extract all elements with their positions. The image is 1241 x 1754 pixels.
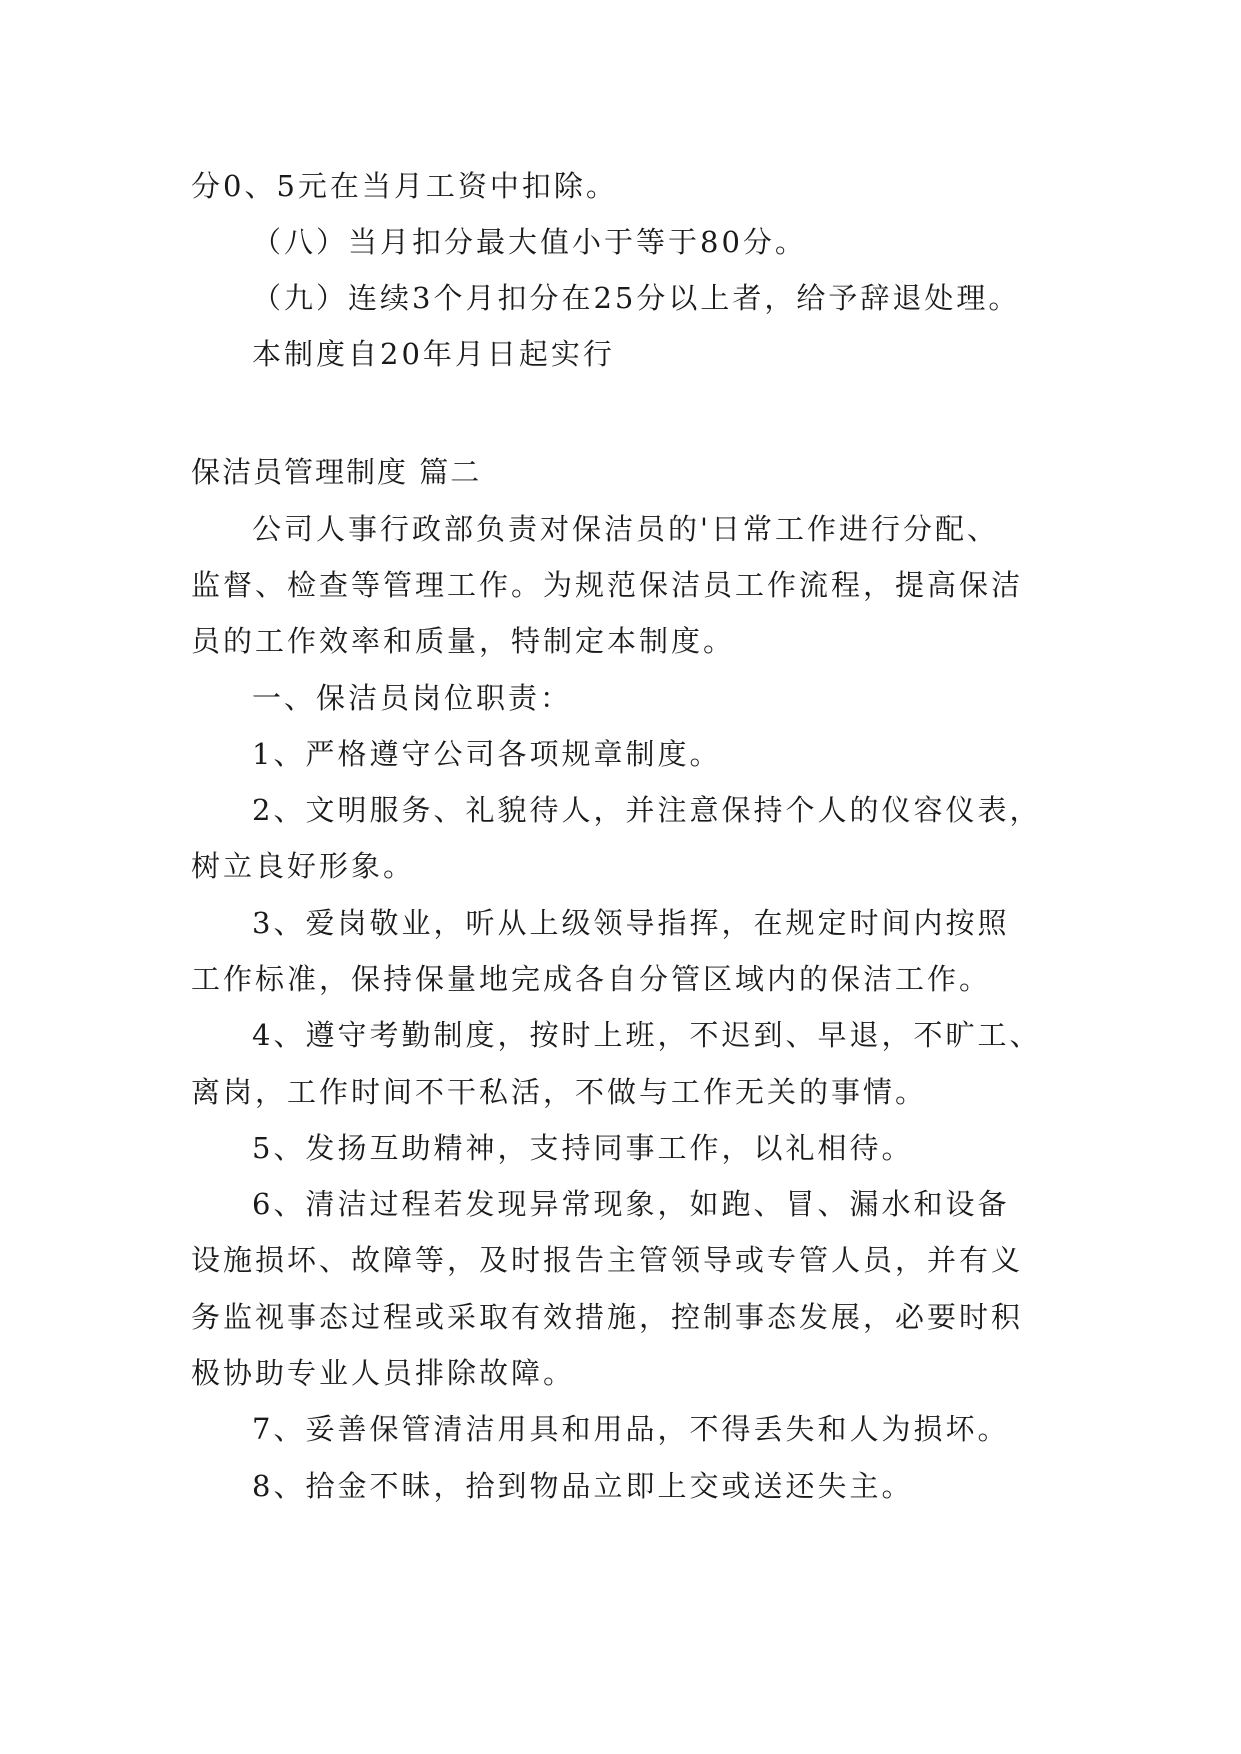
paragraph-line: 5、发扬互助精神，支持同事工作，以礼相待。 — [252, 1131, 914, 1165]
paragraph-line: 本制度自20年月日起实行 — [252, 337, 615, 371]
paragraph-line: 务监视事态过程或采取有效措施，控制事态发展，必要时积 — [191, 1300, 1024, 1334]
paragraph-line: 监督、检查等管理工作。为规范保洁员工作流程，提高保洁 — [191, 568, 1024, 602]
paragraph-line: （九）连续3个月扣分在25分以上者，给予辞退处理。 — [252, 281, 1021, 315]
paragraph-line: 公司人事行政部负责对保洁员的'日常工作进行分配、 — [252, 512, 999, 546]
paragraph-line: 分0、5元在当月工资中扣除。 — [191, 169, 618, 203]
paragraph-line: 7、妥善保管清洁用具和用品，不得丢失和人为损坏。 — [252, 1412, 1010, 1446]
paragraph-line: 6、清洁过程若发现异常现象，如跑、冒、漏水和设备 — [252, 1187, 1010, 1221]
paragraph-line: 8、拾金不昧，拾到物品立即上交或送还失主。 — [252, 1469, 914, 1503]
paragraph-line: 树立良好形象。 — [191, 849, 416, 883]
section-heading: 保洁员管理制度 篇二 — [191, 455, 482, 489]
paragraph-line: 4、遵守考勤制度，按时上班，不迟到、早退，不旷工、 — [252, 1018, 1042, 1052]
paragraph-line: 极协助专业人员排除故障。 — [191, 1356, 576, 1390]
paragraph-line: 1、严格遵守公司各项规章制度。 — [252, 737, 722, 771]
paragraph-line: 设施损坏、故障等，及时报告主管领导或专管人员，并有义 — [191, 1243, 1024, 1277]
paragraph-line: 2、文明服务、礼貌待人，并注意保持个人的仪容仪表， — [252, 793, 1042, 827]
paragraph-line: 工作标准，保持保量地完成各自分管区域内的保洁工作。 — [191, 962, 992, 996]
paragraph-line: 一、保洁员岗位职责： — [252, 681, 573, 715]
paragraph-line: 3、爱岗敬业，听从上级领导指挥，在规定时间内按照 — [252, 906, 1010, 940]
paragraph-line: （八）当月扣分最大值小于等于80分。 — [252, 225, 807, 259]
paragraph-line: 离岗，工作时间不干私活，不做与工作无关的事情。 — [191, 1075, 928, 1109]
paragraph-line: 员的工作效率和质量，特制定本制度。 — [191, 624, 736, 658]
